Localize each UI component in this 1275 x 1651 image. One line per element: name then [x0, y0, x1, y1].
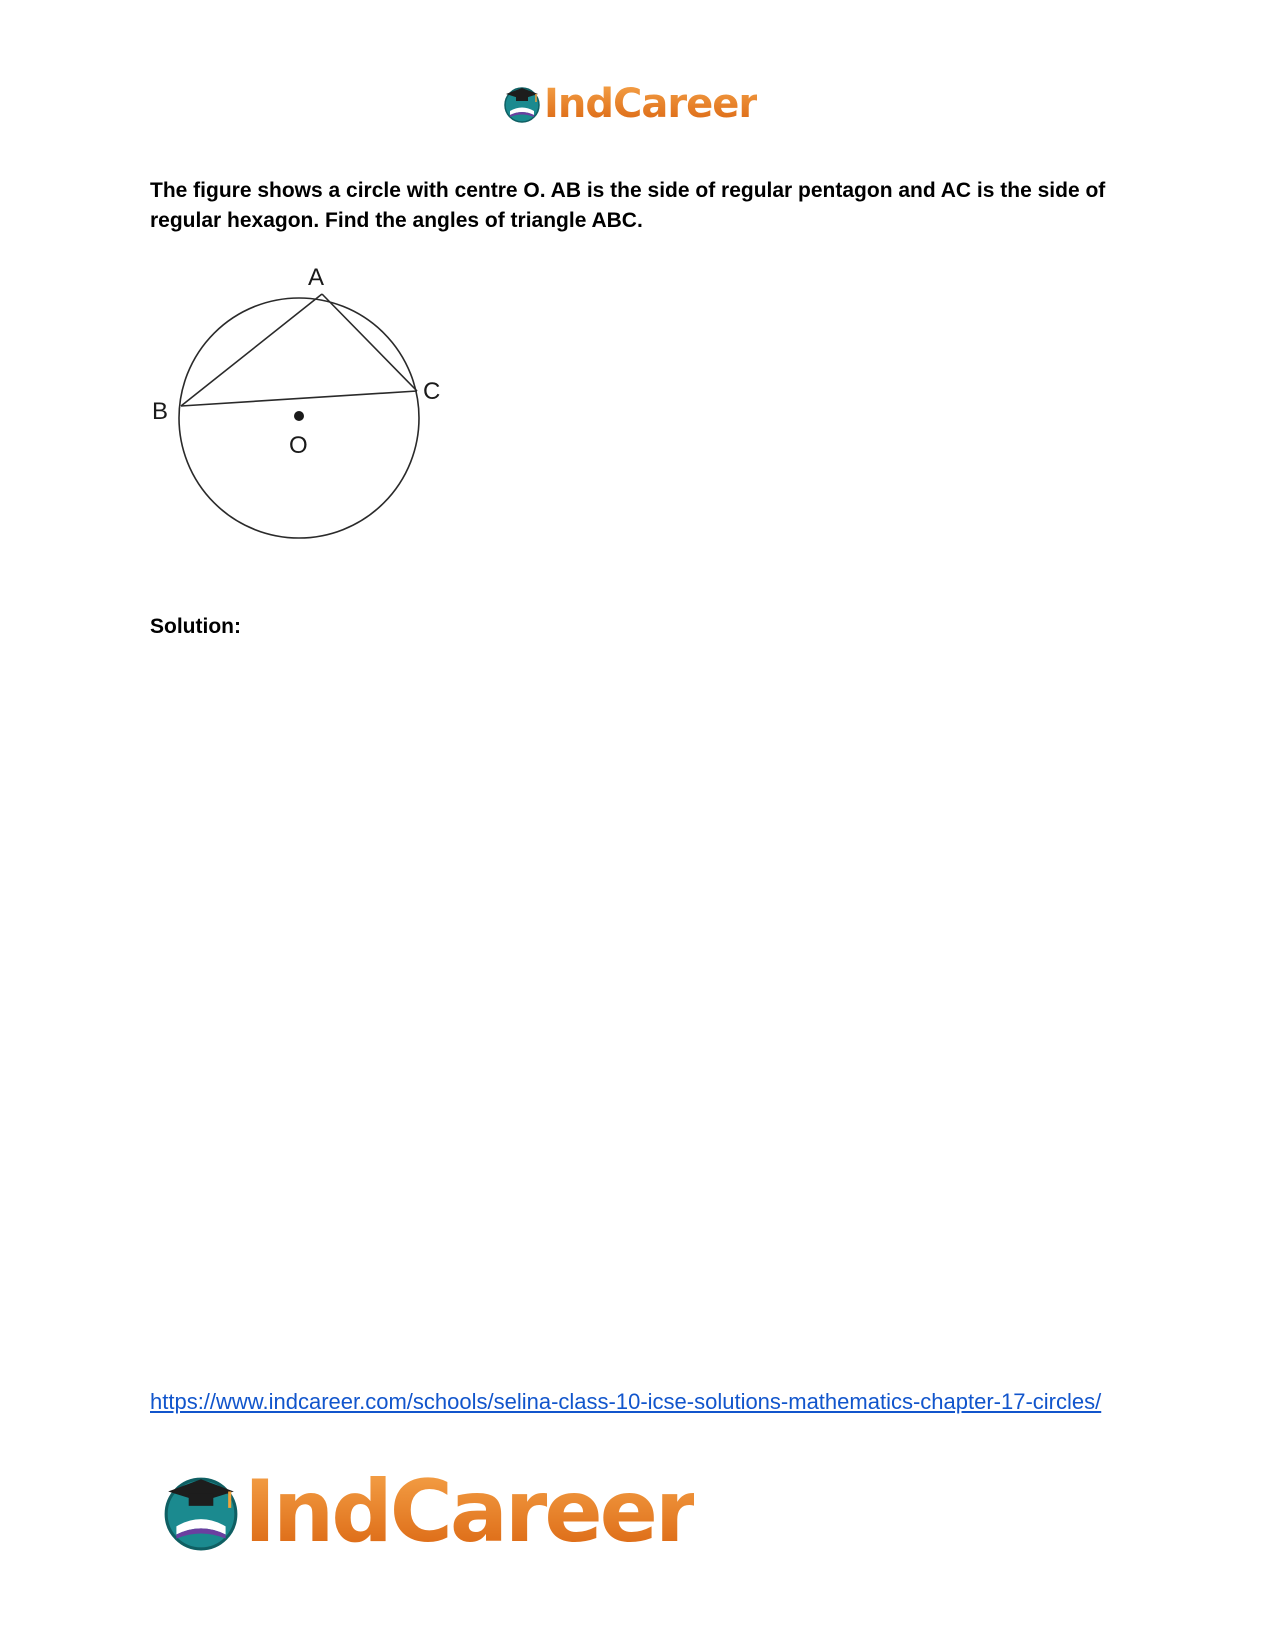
circle-diagram	[150, 262, 480, 582]
side-ab	[181, 294, 322, 406]
side-bc	[181, 391, 417, 406]
label-b: B	[152, 398, 169, 425]
source-url-link[interactable]: https://www.indcareer.com/schools/selina-class-10-icse-solutions-mathematics-chapter-17-circles/	[150, 1389, 1102, 1414]
footer-logo	[160, 1462, 720, 1562]
solution-heading: Solution:	[150, 615, 241, 638]
label-a: A	[308, 264, 325, 291]
side-ac	[322, 294, 417, 391]
graduation-globe-icon	[502, 84, 542, 124]
label-c: C	[423, 378, 441, 405]
question-text: The figure shows a circle with centre O. AB is the side of regular pentagon and AC is the side of regular hexagon. Find the angles of triangle ABC.	[150, 179, 1106, 232]
graduation-globe-icon	[160, 1471, 242, 1553]
centre-point	[294, 411, 304, 421]
label-o: O	[289, 432, 308, 459]
header-logo	[502, 80, 772, 128]
logo-wordmark: IndCareer	[244, 1462, 695, 1562]
logo-wordmark: IndCareer	[544, 81, 758, 127]
